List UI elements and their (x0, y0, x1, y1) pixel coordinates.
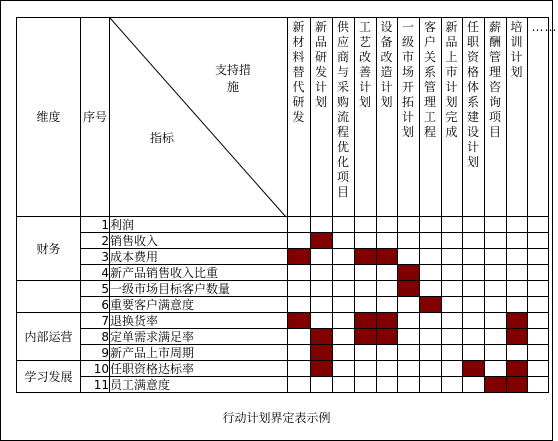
table-row (17, 329, 549, 345)
measure-header (528, 18, 558, 217)
indicator-cell: 重要客户满意度 (110, 297, 288, 313)
table-row (17, 361, 549, 377)
indicator-cell: 定单需求满足率 (110, 329, 288, 345)
seq-cell: 6 (81, 297, 110, 313)
mark-cell-empty (442, 281, 463, 297)
indicator-cell: 员工满意度 (110, 377, 288, 393)
mark-cell-empty (463, 377, 485, 393)
mark-cell-empty (377, 281, 398, 297)
mark-cell-filled (507, 377, 528, 393)
mark-cell-empty (485, 345, 507, 361)
mark-cell-filled (398, 265, 420, 281)
mark-cell-empty (288, 297, 311, 313)
measure-label: 新材料替代研发 (292, 20, 306, 124)
corner-top-label: 支持措施 (214, 63, 251, 94)
mark-cell-filled (463, 361, 485, 377)
table-row (17, 313, 549, 329)
mark-cell-empty (377, 265, 398, 281)
mark-cell-filled (311, 345, 333, 361)
mark-cell-empty (485, 361, 507, 377)
indicator-cell: 新产品上市周期 (110, 345, 288, 361)
measure-header (398, 18, 420, 217)
mark-cell-filled (398, 281, 420, 297)
mark-cell-empty (288, 217, 311, 233)
dimension-cell: 财务 (17, 217, 81, 281)
mark-cell-empty (528, 265, 549, 281)
mark-cell-empty (398, 313, 420, 329)
mark-cell-empty (420, 281, 442, 297)
dimension-cell: 学习发展 (17, 361, 81, 393)
mark-cell-empty (442, 265, 463, 281)
mark-cell-filled (311, 361, 333, 377)
mark-cell-empty (355, 361, 377, 377)
mark-cell-empty (377, 377, 398, 393)
mark-cell-empty (463, 265, 485, 281)
mark-cell-empty (333, 265, 355, 281)
seq-cell: 3 (81, 249, 110, 265)
mark-cell-filled (507, 329, 528, 345)
mark-cell-empty (528, 361, 549, 377)
corner-cell (110, 18, 288, 217)
mark-cell-empty (288, 329, 311, 345)
mark-cell-empty (311, 297, 333, 313)
mark-cell-empty (311, 265, 333, 281)
measure-label: 培训计划 (510, 20, 524, 79)
mark-cell-filled (311, 329, 333, 345)
seq-cell: 8 (81, 329, 110, 345)
mark-cell-filled (377, 329, 398, 345)
measure-header (311, 18, 333, 217)
corner-diagonal (110, 18, 286, 217)
mark-cell-empty (485, 265, 507, 281)
mark-cell-empty (333, 345, 355, 361)
mark-cell-empty (311, 249, 333, 265)
mark-cell-empty (333, 249, 355, 265)
mark-cell-empty (377, 233, 398, 249)
mark-cell-empty (288, 265, 311, 281)
mark-cell-empty (355, 281, 377, 297)
table-row (17, 345, 549, 361)
seq-cell: 7 (81, 313, 110, 329)
mark-cell-filled (507, 313, 528, 329)
mark-cell-empty (377, 217, 398, 233)
mark-cell-empty (528, 329, 549, 345)
mark-cell-filled (377, 249, 398, 265)
table-row (17, 217, 549, 233)
measure-label: 任职资格体系建设计划 (467, 20, 481, 169)
mark-cell-empty (398, 297, 420, 313)
mark-cell-empty (355, 217, 377, 233)
mark-cell-filled (355, 249, 377, 265)
measure-label: 设备改造计划 (380, 20, 394, 109)
indicator-cell: 一级市场目标客户数量 (110, 281, 288, 297)
mark-cell-empty (442, 345, 463, 361)
mark-cell-empty (507, 217, 528, 233)
mark-cell-empty (528, 281, 549, 297)
mark-cell-empty (398, 377, 420, 393)
mark-cell-empty (507, 345, 528, 361)
mark-cell-empty (355, 233, 377, 249)
mark-cell-empty (463, 217, 485, 233)
mark-cell-empty (485, 233, 507, 249)
mark-cell-empty (485, 297, 507, 313)
mark-cell-filled (485, 377, 507, 393)
measure-header (507, 18, 528, 217)
mark-cell-empty (485, 313, 507, 329)
measure-header (442, 18, 463, 217)
mark-cell-empty (311, 217, 333, 233)
measure-label: 客户关系管理工程 (424, 20, 438, 139)
mark-cell-empty (463, 297, 485, 313)
seq-cell: 2 (81, 233, 110, 249)
mark-cell-empty (507, 233, 528, 249)
mark-cell-empty (485, 217, 507, 233)
mark-cell-empty (420, 265, 442, 281)
matrix-table (16, 17, 558, 393)
measure-label: 薪酬管理咨询项目 (489, 20, 503, 139)
measure-label: 一级市场开拓计划 (402, 20, 416, 139)
mark-cell-empty (442, 217, 463, 233)
indicator-cell: 任职资格达标率 (110, 361, 288, 377)
mark-cell-empty (420, 233, 442, 249)
mark-cell-empty (355, 345, 377, 361)
seq-cell: 11 (81, 377, 110, 393)
mark-cell-empty (333, 217, 355, 233)
table-caption: 行动计划界定表示例 (222, 411, 331, 425)
mark-cell-empty (420, 249, 442, 265)
mark-cell-empty (420, 313, 442, 329)
table-row (17, 249, 549, 265)
mark-cell-empty (288, 345, 311, 361)
mark-cell-empty (333, 313, 355, 329)
table-row (17, 281, 549, 297)
seq-cell: 1 (81, 217, 110, 233)
table-row (17, 265, 549, 281)
mark-cell-empty (420, 345, 442, 361)
indicator-cell: 新产品销售收入比重 (110, 265, 288, 281)
indicator-cell: 销售收入 (110, 233, 288, 249)
mark-cell-empty (333, 329, 355, 345)
mark-cell-empty (485, 329, 507, 345)
dimension-cell: 内部运营 (17, 313, 81, 361)
mark-cell-empty (507, 281, 528, 297)
mark-cell-empty (333, 281, 355, 297)
mark-cell-empty (442, 313, 463, 329)
mark-cell-empty (398, 233, 420, 249)
mark-cell-empty (420, 329, 442, 345)
mark-cell-empty (311, 281, 333, 297)
mark-cell-empty (463, 281, 485, 297)
mark-cell-empty (485, 249, 507, 265)
mark-cell-empty (463, 329, 485, 345)
mark-cell-empty (463, 345, 485, 361)
dimension-cell (17, 281, 81, 313)
mark-cell-empty (442, 249, 463, 265)
mark-cell-empty (398, 249, 420, 265)
mark-cell-filled (288, 313, 311, 329)
mark-cell-empty (288, 233, 311, 249)
mark-cell-empty (355, 265, 377, 281)
measure-label: 新品上市计划完成 (445, 20, 459, 139)
mark-cell-empty (398, 345, 420, 361)
mark-cell-empty (333, 377, 355, 393)
mark-cell-filled (507, 361, 528, 377)
measure-label: 工艺改善计划 (359, 20, 373, 109)
mark-cell-empty (355, 377, 377, 393)
mark-cell-empty (442, 377, 463, 393)
measure-header (288, 18, 311, 217)
dimension-header: 维度 (17, 18, 81, 217)
mark-cell-empty (398, 329, 420, 345)
mark-cell-empty (420, 361, 442, 377)
mark-cell-empty (288, 377, 311, 393)
mark-cell-empty (333, 233, 355, 249)
mark-cell-empty (420, 377, 442, 393)
mark-cell-filled (377, 313, 398, 329)
mark-cell-empty (528, 217, 549, 233)
measure-label: …… (531, 20, 558, 34)
mark-cell-empty (528, 297, 549, 313)
mark-cell-empty (355, 297, 377, 313)
mark-cell-empty (398, 217, 420, 233)
measure-header (377, 18, 398, 217)
seq-cell: 10 (81, 361, 110, 377)
mark-cell-empty (528, 233, 549, 249)
mark-cell-empty (507, 297, 528, 313)
mark-cell-empty (507, 249, 528, 265)
mark-cell-empty (463, 249, 485, 265)
mark-cell-empty (333, 361, 355, 377)
mark-cell-empty (528, 345, 549, 361)
mark-cell-empty (485, 281, 507, 297)
mark-cell-empty (377, 345, 398, 361)
indicator-cell: 退换货率 (110, 313, 288, 329)
mark-cell-empty (420, 217, 442, 233)
mark-cell-empty (528, 249, 549, 265)
mark-cell-empty (398, 361, 420, 377)
seq-header: 序号 (81, 18, 110, 217)
mark-cell-empty (463, 313, 485, 329)
mark-cell-empty (463, 233, 485, 249)
mark-cell-empty (442, 361, 463, 377)
table-row (17, 233, 549, 249)
mark-cell-empty (333, 297, 355, 313)
indicator-cell: 利润 (110, 217, 288, 233)
mark-cell-empty (311, 377, 333, 393)
measure-label: 新品研发计划 (315, 20, 329, 109)
mark-cell-empty (377, 297, 398, 313)
measure-header (333, 18, 355, 217)
mark-cell-filled (355, 329, 377, 345)
mark-cell-filled (288, 249, 311, 265)
mark-cell-empty (442, 233, 463, 249)
corner-bottom-label: 指标 (150, 131, 175, 145)
mark-cell-empty (311, 313, 333, 329)
mark-cell-empty (377, 361, 398, 377)
measure-header (485, 18, 507, 217)
measure-header (420, 18, 442, 217)
table-row (17, 377, 549, 393)
mark-cell-filled (420, 297, 442, 313)
indicator-cell: 成本费用 (110, 249, 288, 265)
mark-cell-empty (528, 313, 549, 329)
action-plan-table (16, 17, 558, 393)
seq-cell: 9 (81, 345, 110, 361)
mark-cell-empty (442, 329, 463, 345)
mark-cell-empty (442, 297, 463, 313)
seq-cell: 5 (81, 281, 110, 297)
mark-cell-filled (355, 313, 377, 329)
mark-cell-empty (528, 377, 549, 393)
header-row (17, 18, 549, 217)
measure-header (463, 18, 485, 217)
mark-cell-empty (288, 281, 311, 297)
measure-label: 供应商与采购流程优化项目 (337, 20, 351, 199)
mark-cell-filled (311, 233, 333, 249)
measure-header (355, 18, 377, 217)
table-row (17, 297, 549, 313)
mark-cell-empty (507, 265, 528, 281)
mark-cell-empty (288, 361, 311, 377)
seq-cell: 4 (81, 265, 110, 281)
